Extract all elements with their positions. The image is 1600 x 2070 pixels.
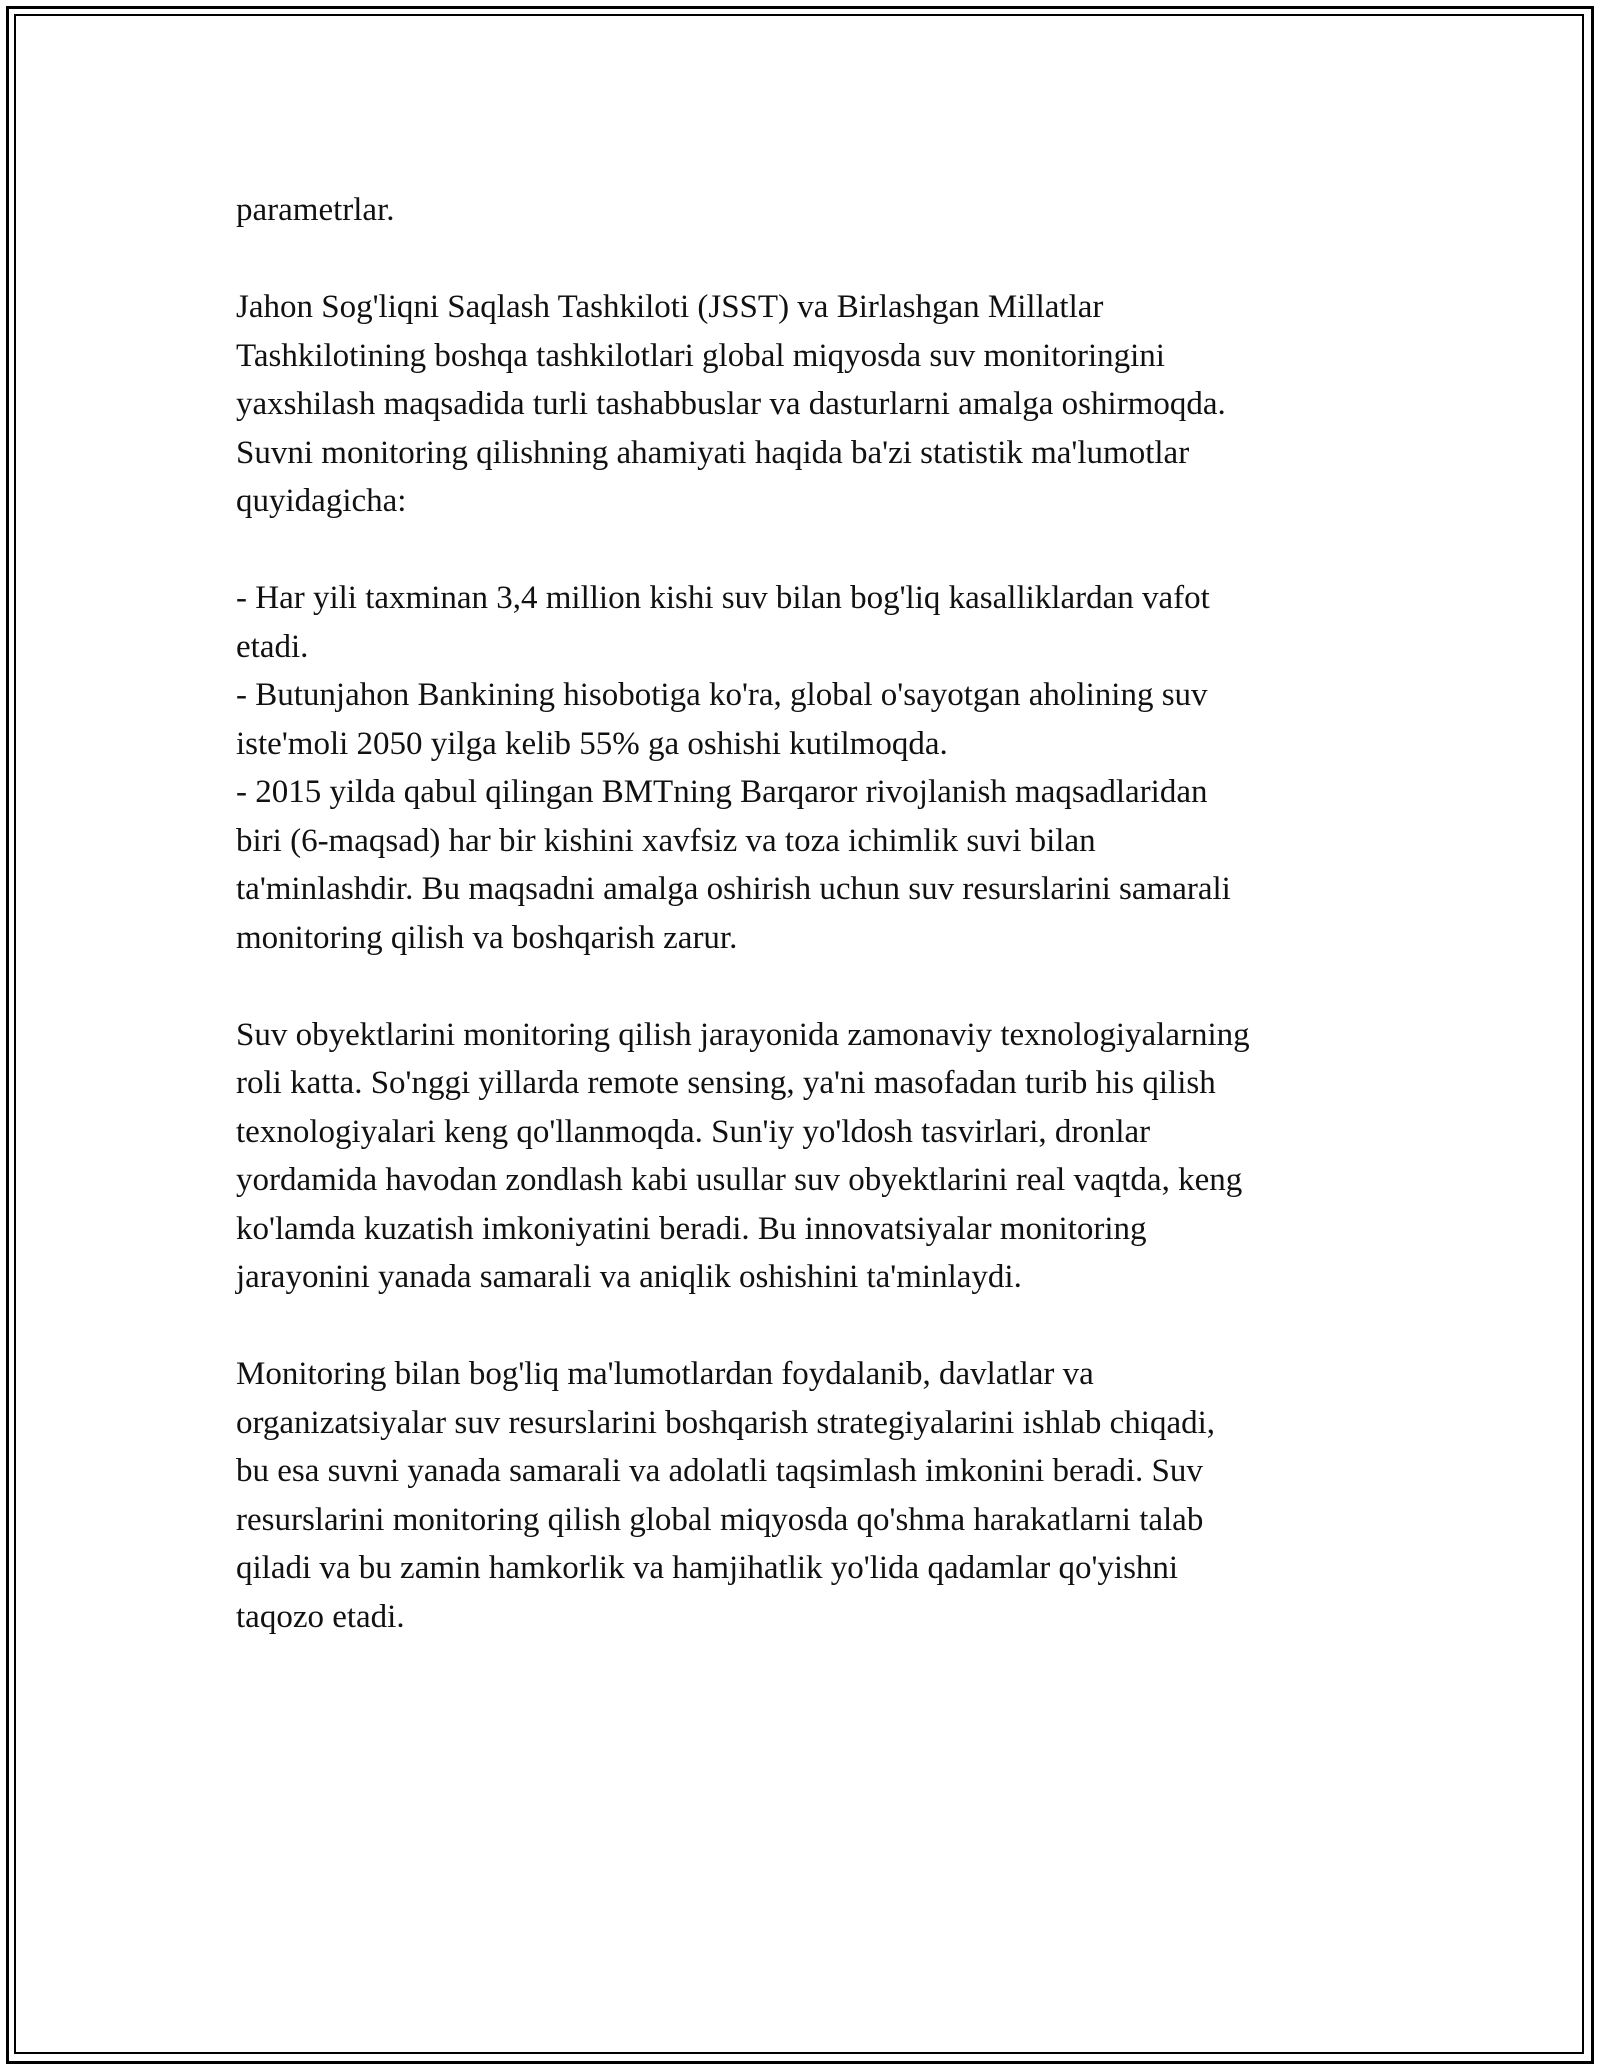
paragraph-modern-technologies: Suv obyektlarini monitoring qilish jarayonida zamonaviy texnologiyalarning roli katta. So'nggi yillarda remote sensing, ya'ni masofadan turib his qilish texnologiyalari keng qo'llanmoqda. Sun'iy yo'ldosh tasvirlari, dronlar yordamida havodan zondlash kabi usullar suv obyektlarini real vaqtda, keng ko'lamda kuzatish imkoniyatini beradi. Bu innovatsiyalar monitoring jarayonini yanada samarali va aniqlik oshishini ta'minlaydi.	[236, 1016, 1250, 1295]
paragraph-statistics-list: - Har yili taxminan 3,4 million kishi suv bilan bog'liq kasalliklardan vafot etadi. - Butunjahon Bankining hisobotiga ko'ra, global o'sayotgan aholining suv iste'moli 2050 yilga kelib 55% ga oshishi kutilmoqda. - 2015 yilda qabul qilingan BMTning Barqaror rivojlanish maqsadlaridan biri (6-maqsad) har bir kishini xavfsiz va toza ichimlik suvi bilan ta'minlashdir. Bu maqsadni amalga oshirish uchun suv resurslarini samarali monitoring qilish va boshqarish zarur.	[236, 580, 1231, 956]
document-body	[236, 186, 1376, 1641]
paragraph-management-strategies: Monitoring bilan bog'liq ma'lumotlardan foydalanib, davlatlar va organizatsiyalar suv resurslarini boshqarish strategiyalarini ishlab chiqadi, bu esa suvni yanada samarali va adolatli taqsimlash imkonini beradi. Suv resurslarini monitoring qilish global miqyosda qo'shma harakatlarni talab qiladi va bu zamin hamkorlik va hamjihatlik yo'lida qadamlar qo'yishni taqozo etadi.	[236, 1356, 1216, 1635]
paragraph-continuation: parametrlar.	[236, 192, 395, 228]
paragraph-who-un-initiatives: Jahon Sog'liqni Saqlash Tashkiloti (JSST) va Birlashgan Millatlar Tashkilotining boshqa tashkilotlari global miqyosda suv monitoringini yaxshilash maqsadida turli tashabbuslar va dasturlarni amalga oshirmoqda. Suvni monitoring qilishning ahamiyati haqida ba'zi statistik ma'lumotlar quyidagicha:	[236, 289, 1226, 519]
